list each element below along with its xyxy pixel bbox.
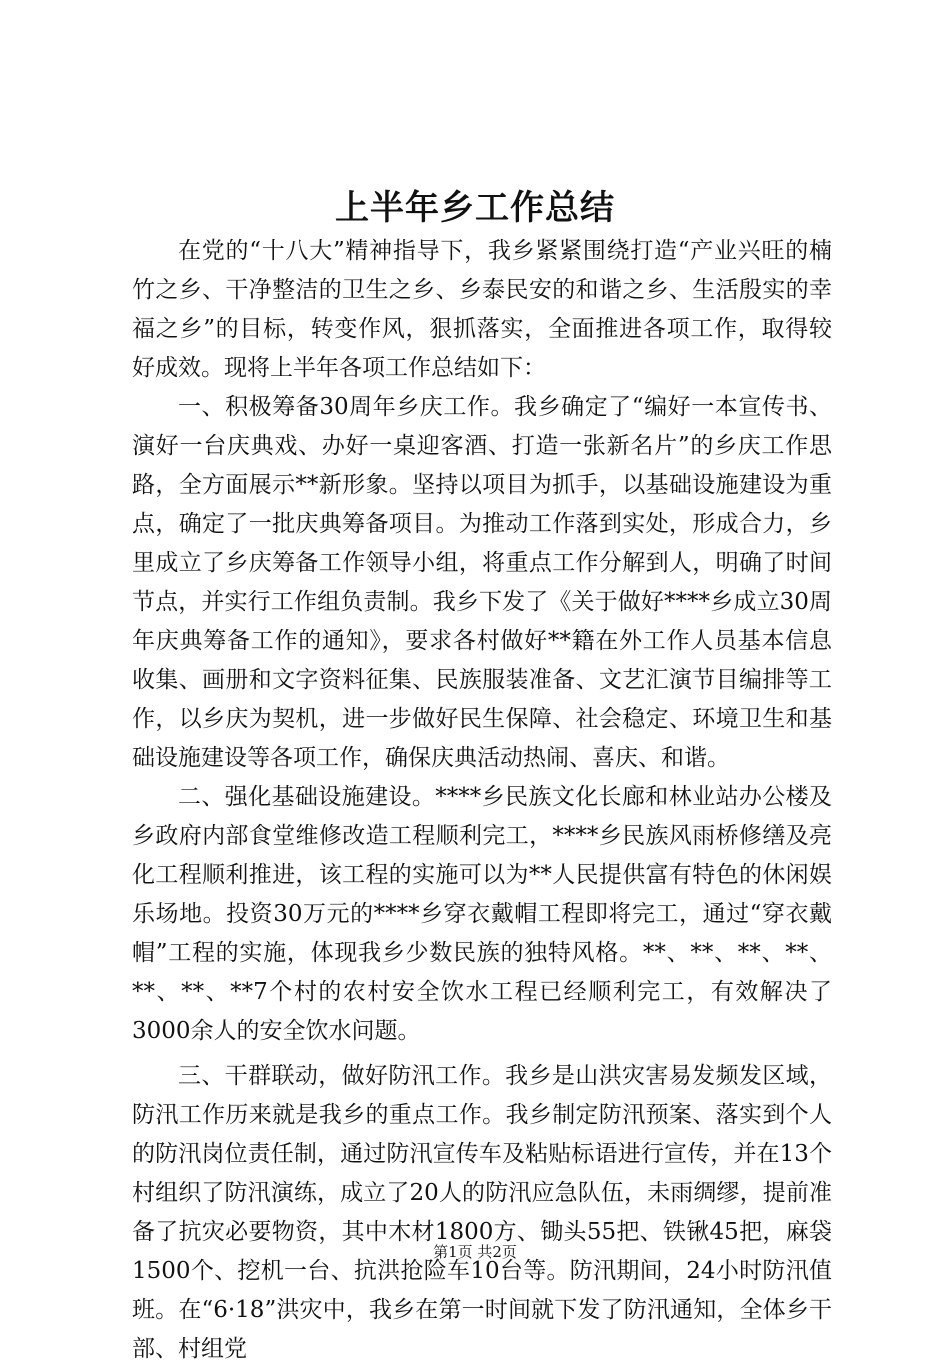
- document-title: 上半年乡工作总结: [335, 188, 615, 228]
- paragraph-section-2: 二、强化基础设施建设。****乡民族文化长廊和林业站办公楼及乡政府内部食堂维修改造工程顺利完工，****乡民族风雨桥修缮及亮化工程顺利推进，该工程的实施可以为**人民提供富有特色的休闲娱乐场地。投资30万元的****乡穿衣戴帽工程即将完工，通过“穿衣戴帽”工程的实施，体现我乡少数民族的独特风格。**、**、**、**、**、**、**7个村的农村安全饮水工程已经顺利完工，有效解决了3000余人的安全饮水问题。: [132, 784, 832, 1044]
- paragraph-section-3: 三、干群联动，做好防汛工作。我乡是山洪灾害易发频发区域，防汛工作历来就是我乡的重点工作。我乡制定防汛预案、落实到个人的防汛岗位责任制，通过防汛宣传车及粘贴标语进行宣传，并在13个村组织了防汛演练，成立了20人的防汛应急队伍，未雨绸缪，提前准备了抗灾必要物资，其中木材1800方、锄头55把、铁锹45把，麻袋1500个、挖机一台、抗洪抢险车10台等。防汛期间，24小时防汛值班。在“6·18”洪灾中，我乡在第一时间就下发了防汛通知，全体乡干部、村组党: [132, 1063, 832, 1362]
- page-number-footer: 第1页 共2页: [433, 1243, 517, 1261]
- paragraph-section-1: 一、积极筹备30周年乡庆工作。我乡确定了“编好一本宣传书、演好一台庆典戏、办好一桌迎客酒、打造一张新名片”的乡庆工作思路，全方面展示**新形象。坚持以项目为抓手，以基础设施建设为重点，确定了一批庆典筹备项目。为推动工作落到实处，形成合力，乡里成立了乡庆筹备工作领导小组，将重点工作分解到人，明确了时间节点，并实行工作组负责制。我乡下发了《关于做好****乡成立30周年庆典筹备工作的通知》，要求各村做好**籍在外工作人员基本信息收集、画册和文字资料征集、民族服装准备、文艺汇演节目编排等工作，以乡庆为契机，进一步做好民生保障、社会稳定、环境卫生和基础设施建设等各项工作，确保庆典活动热闹、喜庆、和谐。: [132, 394, 832, 771]
- paragraph-intro: 在党的“十八大”精神指导下，我乡紧紧围绕打造“产业兴旺的楠竹之乡、干净整洁的卫生之乡、乡泰民安的和谐之乡、生活殷实的幸福之乡”的目标，转变作风，狠抓落实，全面推进各项工作，取得较好成效。现将上半年各项工作总结如下：: [132, 238, 832, 381]
- document-body: [132, 232, 832, 1369]
